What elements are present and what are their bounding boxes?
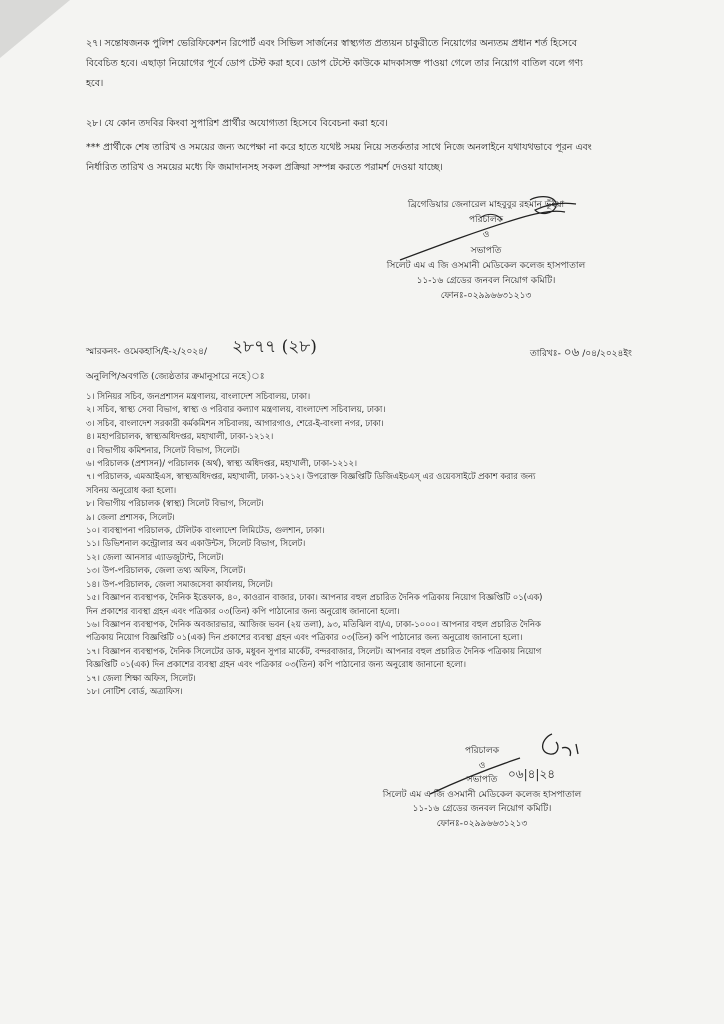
- handwritten-date: ০৬|৪|২৪: [508, 767, 556, 781]
- folded-corner: [0, 0, 70, 58]
- list-item: ১১। ডিভিশনাল কন্ট্রোলার অব একাউন্টস, সিলেট বিভাগ, সিলেট।: [86, 538, 306, 549]
- signatory-name: ব্রিগেডিয়ার জেনারেল মাহবুবুর রহমান ভূঁইয়া: [407, 200, 565, 210]
- list-item: দিন প্রকাশের ব্যবস্থা গ্রহন এবং পত্রিকার ০৩(তিন) কপি পাঠানোর জন্য অনুরোধ জানানো হলো।: [86, 605, 400, 616]
- clause-line: *** প্রার্থীকে শেষ তারিখ ও সময়ের জন্য অপেক্ষা না করে হাতে যথেষ্ট সময় নিয়ে সতর্কতার সাথে নিজে অনলাইনে যথাযথভাবে পূরন এবং: [86, 142, 592, 153]
- memo-ref-handwritten: ২৮৭৭ (২৮): [232, 337, 317, 357]
- list-item: ৩। সচিব, বাংলাদেশ সরকারী কর্মকমিশন সচিবালয়, আগারগাও, শেরে-ই-বাংলা নগর, ঢাকা।: [86, 417, 384, 428]
- clause-line: হবে।: [86, 78, 104, 89]
- signatory-conjunction: ও: [482, 230, 490, 241]
- institution-name: সিলেট এম এ জি ওসমানী মেডিকেল কলেজ হাসপাতাল: [386, 260, 586, 271]
- list-item: ১৭। জেলা শিক্ষা অফিস, সিলেট।: [86, 672, 196, 683]
- list-item: ১৪। উপ-পরিচালক, জেলা সমাজসেবা কার্যালয়, সিলেট।: [86, 578, 273, 589]
- date-rest: /০৪/২০২৪ইং: [582, 349, 632, 359]
- signatory-role: সভাপতি: [470, 245, 502, 256]
- list-item: ১৭। বিজ্ঞাপন ব্যবস্থাপক, দৈনিক সিলেটের ডাক, মধুবন সুপার মার্কেট, বন্দরবাজার, সিলেট। আপনার বহুল প্রচারিত দৈনিক পত্রিকায় নিয়োগ: [86, 645, 542, 656]
- list-item: ১৮। নোটিশ বোর্ড, অত্রাফিস।: [86, 685, 183, 696]
- list-item: ১২। জেলা আনসার এ্যাডজুটান্ট, সিলেট।: [86, 551, 224, 562]
- list-item: সবিনয় অনুরোধ করা হলো।: [86, 484, 177, 495]
- signatory-conjunction: ও: [478, 760, 486, 771]
- list-item: ১৫। বিজ্ঞাপন ব্যবস্থাপক, দৈনিক ইত্তেফাক, ৪০, কাওরান বাজার, ঢাকা। আপনার বহুল প্রচারিত দৈনিক পত্রিকায় নিয়োগ বিজ্ঞপ্তিটি ০১(এক): [86, 592, 543, 603]
- date-handwritten: ০৬: [563, 345, 580, 359]
- cc-heading: অনুলিপি/অবগতি (জ্যেষ্ঠতার ক্রমানুসারে নহে)ঃ: [86, 372, 265, 382]
- handwritten-signature-2: [400, 728, 600, 808]
- list-item: ৭। পরিচালক, এমআইএস, স্বাস্থ্যঅধিদপ্তর, মহাখালী, ঢাকা-১২১২। উপরোক্ত বিজ্ঞপ্তিটি ডিজিএইচএস্ এর ওয়েবসাইটে প্রকাশ করার জন্য: [86, 471, 536, 482]
- instruction-note: [86, 138, 666, 178]
- clause-line: বিবেচিত হবে। এছাড়া নিয়োগের পূর্বে ডোপ টেস্ট করা হবে। ডোপ টেস্টে কাউকে মাদকাসক্ত পাওয়া গেলে তার নিয়োগ বাতিল বলে গণ্য: [86, 58, 583, 69]
- clause-line: নির্ধারিত তারিখ ও সময়ের মধ্যে ফি জমাদানসহ সকল প্রক্রিয়া সম্পন্ন করতে পরামর্শ দেওয়া যাচ্ছে।: [86, 162, 443, 173]
- institution-name: সিলেট এম এ জি ওসমানী মেডিকেল কলেজ হাসপাতাল: [382, 789, 582, 800]
- list-item: পত্রিকায় নিয়োগ বিজ্ঞপ্তিটি ০১(এক) দিন প্রকাশের ব্যবস্থা গ্রহন এবং পত্রিকার ০৩(তিন) কপি পাঠানোর জন্য অনুরোধ জানানো হলো।: [86, 632, 523, 643]
- list-item: ১৬। বিজ্ঞাপন ব্যবস্থাপক, দৈনিক অবজারভার, আজিজ ভবন (২য় তলা), ৯৩, মতিঝিল বা/এ, ঢাকা-১০০০। আপনার বহুল প্রচারিত দৈনিক: [86, 618, 541, 629]
- handwritten-signature-1: [380, 190, 580, 270]
- memo-ref-label: স্মারকনং- ওমেকহাসি/ই-২/২০২৪/: [86, 347, 208, 357]
- signatory-title: পরিচালক: [468, 215, 504, 226]
- date-label: তারিখঃ-: [530, 349, 561, 359]
- memo-date: [530, 344, 632, 364]
- list-item: ১৩। উপ-পরিচালক, জেলা তথ্য অফিস, সিলেট।: [86, 565, 246, 576]
- list-item: ৬। পরিচালক (প্রশাসন)/ পরিচালক (অর্থ), স্বাস্থ্য অধিদপ্তর, মহাখালী, ঢাকা-১২১২।: [86, 458, 357, 469]
- list-item: ৮। বিভাগীয় পরিচালক (স্বাস্থ্য) সিলেট বিভাগ, সিলেট।: [86, 498, 264, 509]
- clause-line: ২৭। সন্তোষজনক পুলিশ ভেরিফিকেশন রিপোর্ট এবং সিভিল সার্জনের স্বাস্থ্যগত প্রত্যয়ন চাকুরীতে নিয়োগের অন্যতম প্রধান শর্ত হিসেবে: [86, 38, 577, 49]
- list-item: বিজ্ঞপ্তিটি ০১(এক) দিন প্রকাশের ব্যবস্থা গ্রহন এবং পত্রিকার ০৩(তিন) কপি পাঠানোর জন্য অনুরোধ জানানো হলো।: [86, 659, 466, 670]
- list-item: ২। সচিব, স্বাস্থ্য সেবা বিভাগ, স্বাস্থ্য ও পরিবার কল্যাণ মন্ত্রণালয়, বাংলাদেশ সচিবালয়, ঢাকা।: [86, 404, 386, 415]
- signatory-role: সভাপতি: [466, 775, 498, 786]
- phone-number: ফোনঃ-০২৯৯৬৬৩১২১৩: [440, 291, 532, 302]
- list-item: ১০। ব্যবস্থাপনা পরিচালক, টেলিটক বাংলাদেশ লিমিটেড, গুলশান, ঢাকা।: [86, 525, 325, 536]
- cc-list: [86, 390, 676, 698]
- signatory-title: পরিচালক: [464, 746, 500, 756]
- committee-name: ১১-১৬ গ্রেডের জনবল নিয়োগ কমিটি।: [416, 276, 556, 287]
- list-item: ৯। জেলা প্রশাসক, সিলেট।: [86, 511, 175, 522]
- clause-line: ২৮। যে কোন তদবির কিংবা সুপারিশ প্রার্থীর অযোগ্যতা হিসেবে বিবেচনা করা হবে।: [86, 118, 388, 129]
- phone-number: ফোনঃ-০২৯৯৬৬৩১২১৩: [436, 818, 528, 829]
- list-item: ৪। মহাপরিচালক, স্বাস্থ্যঅধিদপ্তর, মহাখালী, ঢাকা-১২১২।: [86, 431, 274, 442]
- committee-name: ১১-১৬ গ্রেডের জনবল নিয়োগ কমিটি।: [412, 804, 552, 815]
- list-item: ১। সিনিয়র সচিব, জনপ্রশাসন মন্ত্রণালয়, বাংলাদেশ সচিবালয়, ঢাকা।: [86, 391, 311, 401]
- clause-28: [86, 114, 666, 134]
- list-item: ৫। বিভাগীয় কমিশনার, সিলেট বিভাগ, সিলেট।: [86, 444, 240, 455]
- clause-27: [86, 34, 666, 94]
- memo-reference: [86, 344, 207, 359]
